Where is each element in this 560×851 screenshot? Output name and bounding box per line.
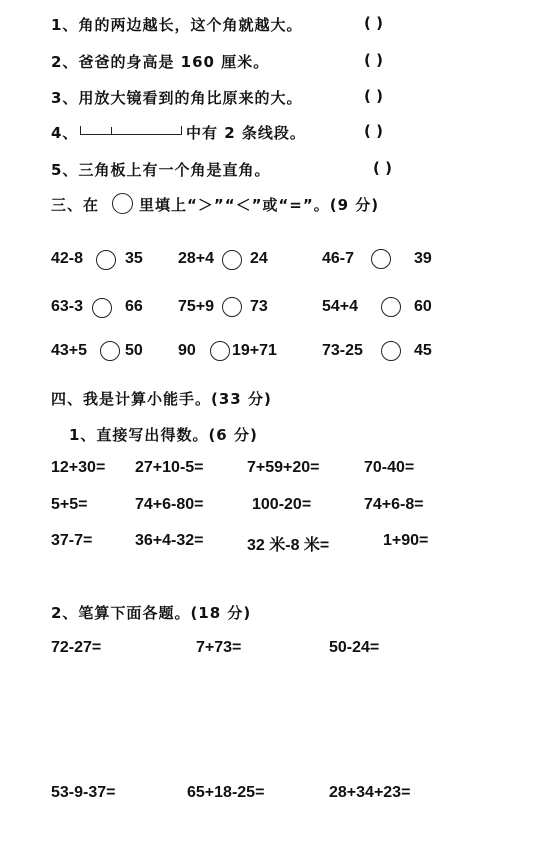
judge-item-4-num: 4、 <box>51 124 79 142</box>
judge-num: 5、 <box>51 161 79 179</box>
written-problem: 65+18-25= <box>187 784 265 801</box>
direct-problem: 74+6-8= <box>364 496 424 513</box>
direct-problem: 32 米-8 米= <box>247 537 330 554</box>
direct-problem: 12+30= <box>51 459 106 476</box>
compare-left: 28+4 <box>178 250 215 267</box>
direct-problem: 36+4-32= <box>135 532 204 549</box>
judge-text: 三角板上有一个角是直角。 <box>78 161 271 179</box>
direct-problem: 5+5= <box>51 496 88 513</box>
compare-right: 60 <box>414 298 432 315</box>
answer-blank[interactable]: ( ) <box>364 87 383 105</box>
compare-left: 46-7 <box>322 250 355 267</box>
written-problem: 53-9-37= <box>51 784 116 801</box>
compare-circle[interactable] <box>100 341 120 361</box>
compare-circle[interactable] <box>381 297 401 317</box>
line-segment-figure <box>80 126 182 135</box>
compare-circle[interactable] <box>222 250 242 270</box>
compare-right: 45 <box>414 342 432 359</box>
compare-circle[interactable] <box>92 298 112 318</box>
judge-text: 角的两边越长，这个角就越大。 <box>78 16 303 34</box>
compare-right: 39 <box>414 250 432 267</box>
written-problem: 50-24= <box>329 639 380 656</box>
direct-problem: 70-40= <box>364 459 415 476</box>
written-problem: 28+34+23= <box>329 784 411 801</box>
compare-circle[interactable] <box>96 250 116 270</box>
compare-left: 75+9 <box>178 298 215 315</box>
answer-blank[interactable]: ( ) <box>364 14 383 32</box>
judge-num: 3、 <box>51 89 79 107</box>
compare-left: 63-3 <box>51 298 84 315</box>
judge-item-1 <box>51 14 302 35</box>
answer-blank[interactable]: ( ) <box>364 122 383 140</box>
compare-left: 43+5 <box>51 342 88 359</box>
judge-text: 爸爸的身高是 160 厘米。 <box>78 53 270 71</box>
compare-right: 66 <box>125 298 143 315</box>
section3-prefix: 三、在 <box>51 196 100 214</box>
section4-sub2: 2、笔算下面各题。(18 分) <box>51 604 252 622</box>
judge-num: 2、 <box>51 53 79 71</box>
direct-problem: 7+59+20= <box>247 459 320 476</box>
direct-problem: 100-20= <box>252 496 312 513</box>
compare-circle[interactable] <box>381 341 401 361</box>
direct-problem: 27+10-5= <box>135 459 204 476</box>
section4-title: 四、我是计算小能手。(33 分) <box>51 390 272 408</box>
compare-left: 42-8 <box>51 250 84 267</box>
section3-suffix: 里填上“＞”“＜”或“=”。(9 分) <box>139 196 380 214</box>
circle-symbol <box>112 193 133 214</box>
compare-left: 73-25 <box>322 342 363 359</box>
compare-left: 54+4 <box>322 298 359 315</box>
judge-item-5 <box>51 159 270 180</box>
judge-item-4-text: 中有 2 条线段。 <box>186 124 306 142</box>
compare-right: 24 <box>250 250 268 267</box>
direct-problem: 37-7= <box>51 532 93 549</box>
judge-item-3 <box>51 87 302 108</box>
direct-problem: 74+6-80= <box>135 496 204 513</box>
compare-right: 73 <box>250 298 268 315</box>
segment-point-mark <box>111 127 112 134</box>
judge-text: 用放大镜看到的角比原来的大。 <box>78 89 303 107</box>
compare-left: 90 <box>178 342 196 359</box>
written-problem: 7+73= <box>196 639 242 656</box>
answer-blank[interactable]: ( ) <box>373 159 392 177</box>
compare-right: 19+71 <box>232 342 277 359</box>
written-problem: 72-27= <box>51 639 102 656</box>
answer-blank[interactable]: ( ) <box>364 51 383 69</box>
compare-right: 50 <box>125 342 143 359</box>
compare-circle[interactable] <box>371 249 391 269</box>
judge-item-2 <box>51 51 269 72</box>
compare-circle[interactable] <box>222 297 242 317</box>
judge-num: 1、 <box>51 16 79 34</box>
section4-sub1: 1、直接写出得数。(6 分) <box>69 426 258 444</box>
compare-circle[interactable] <box>210 341 230 361</box>
direct-problem: 1+90= <box>383 532 429 549</box>
compare-right: 35 <box>125 250 143 267</box>
